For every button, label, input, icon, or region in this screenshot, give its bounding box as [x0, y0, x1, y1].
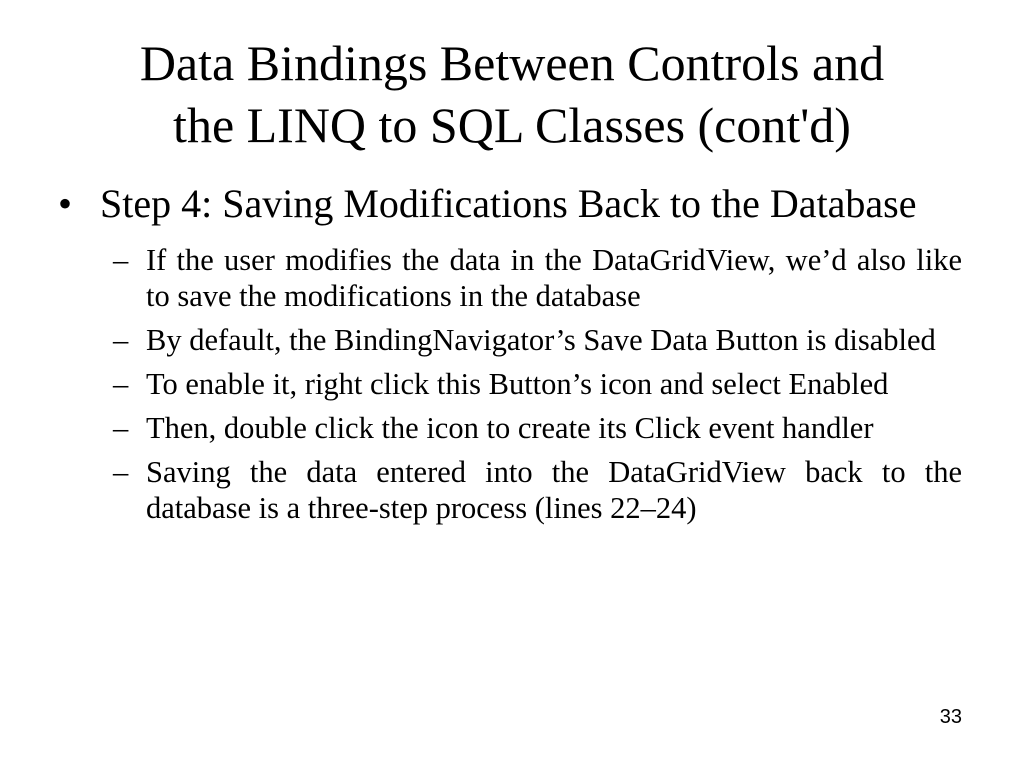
- slide-content: [58, 182, 962, 534]
- sub-bullet-list: [58, 242, 962, 526]
- dash-marker: –: [113, 367, 129, 401]
- dash-marker: –: [113, 323, 129, 357]
- slide-title: [40, 32, 984, 156]
- sub-bullet-text: Then, double click the icon to create its Click event handler: [146, 411, 874, 445]
- dash-marker: –: [113, 411, 129, 445]
- page-number: 33: [939, 706, 962, 728]
- dash-marker: –: [113, 455, 129, 489]
- sub-bullet-item: [58, 242, 962, 314]
- sub-bullet-text: To enable it, right click this Button’s icon and select Enabled: [146, 367, 889, 401]
- sub-bullet-item: [58, 322, 962, 358]
- sub-bullet-item: [58, 454, 962, 526]
- dash-marker: –: [113, 243, 129, 277]
- sub-bullet-item: [58, 366, 962, 402]
- bullet-marker: •: [58, 181, 73, 226]
- slide-title-line-2: the LINQ to SQL Classes (cont'd): [173, 97, 851, 153]
- sub-bullet-text: If the user modifies the data in the DataGridView, we’d also like to save the modifications in the database: [146, 243, 962, 313]
- main-bullet-text: Step 4: Saving Modifications Back to the Database: [100, 181, 917, 226]
- main-bullet: [58, 182, 962, 226]
- sub-bullet-text: By default, the BindingNavigator’s Save Data Button is disabled: [146, 323, 936, 357]
- sub-bullet-text: Saving the data entered into the DataGridView back to the database is a three-step process (lines 22–24): [146, 455, 962, 525]
- slide-title-line-1: Data Bindings Between Controls and: [139, 35, 885, 91]
- sub-bullet-item: [58, 410, 962, 446]
